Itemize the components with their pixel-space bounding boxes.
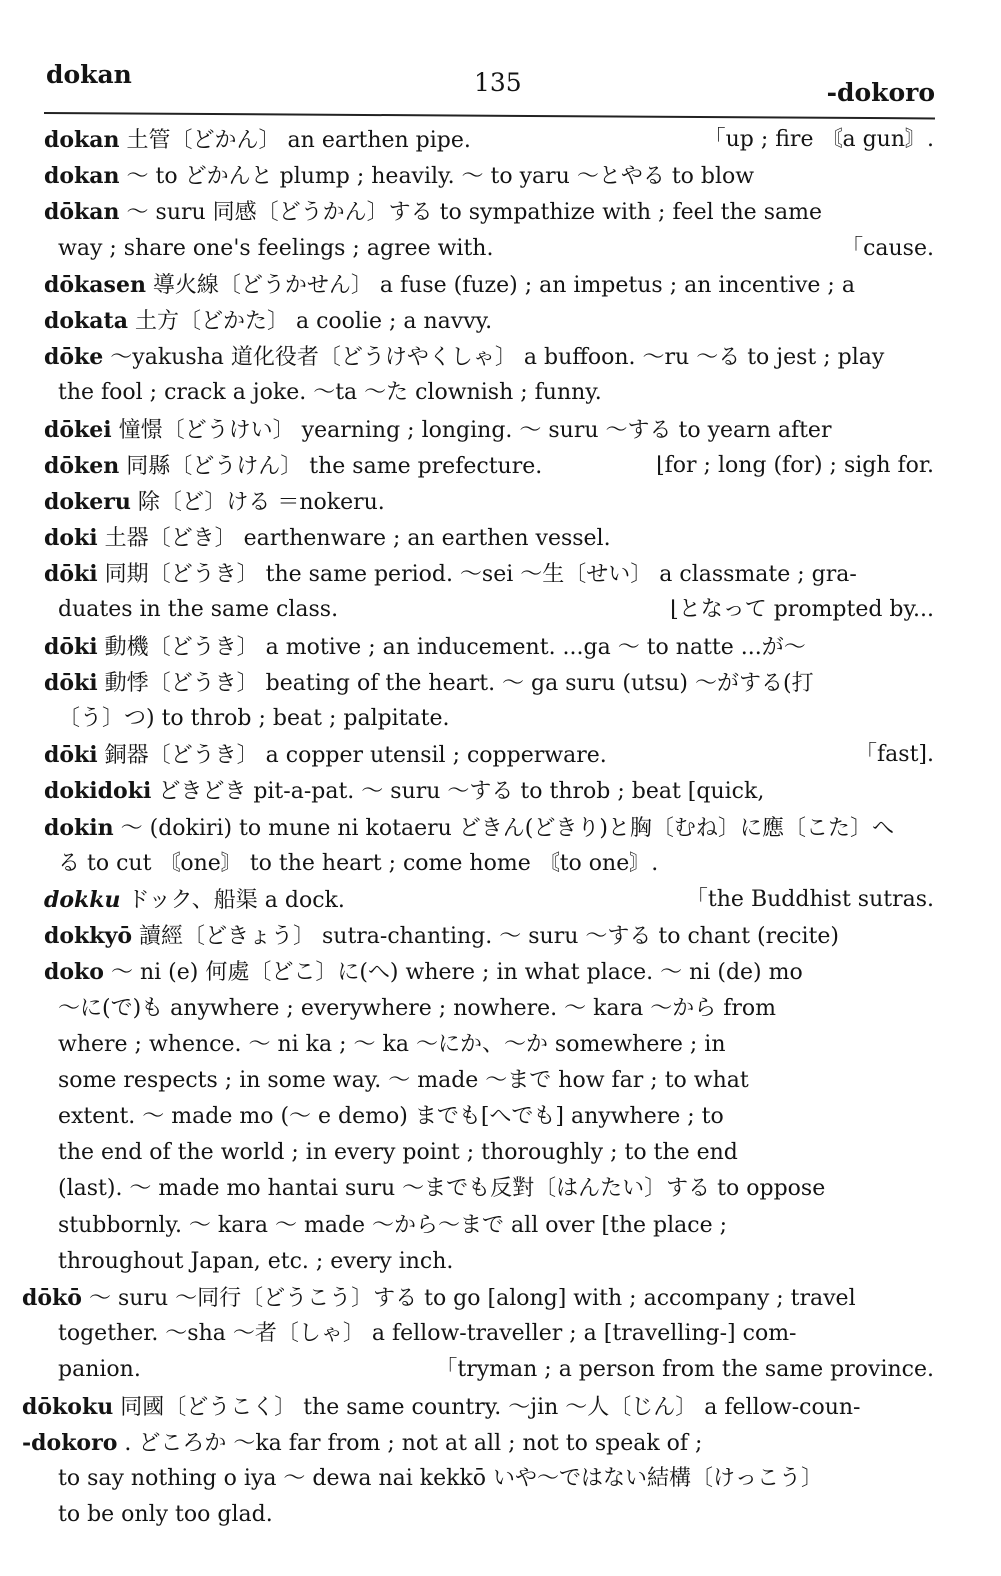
definition-text: stubbornly. ～ kara ～ made ～から～まで all over [the place ; — [58, 1212, 728, 1238]
dictionary-entry-line — [22, 918, 938, 954]
headword: dokan — [44, 163, 120, 190]
definition-text: ～に(で)も anywhere ; everywhere ; nowhere. ～ kara ～から from — [58, 995, 776, 1021]
page-header — [44, 60, 935, 116]
entry-continuation-line — [22, 1244, 938, 1280]
definition-text: to say nothing o iya ～ dewa nai kekkō いや～ではない結構〔けっこう〕 — [58, 1465, 824, 1491]
overflow-continuation-note: 「fast]. — [855, 742, 934, 768]
dictionary-entry-line — [22, 484, 938, 520]
headword: dōkan — [44, 199, 120, 226]
dictionary-entry-line — [22, 1425, 938, 1461]
definition-text: 憧憬〔どうけい〕 yearning ; longing. ～ suru ～する to yearn after — [111, 417, 832, 443]
dictionary-entry-line — [22, 339, 938, 375]
definition-text: 同縣〔どうけん〕 the same prefecture. — [119, 453, 543, 479]
dictionary-entry-line — [22, 882, 938, 918]
definition-text: ～ suru 同感〔どうかん〕する to sympathize with ; feel the same — [119, 200, 822, 226]
definition-text: 動機〔どうき〕 a motive ; an inducement. ...ga ～ to natte ...が～ — [97, 634, 806, 660]
entry-continuation-line — [22, 1461, 938, 1497]
definition-text: 除〔ど〕ける ＝nokeru. — [130, 489, 385, 515]
headword: -dokoro — [22, 1429, 118, 1456]
definition-text: extent. ～ made mo (～ e demo) までも[へでも] anywhere ; to — [58, 1104, 724, 1130]
entry-continuation-line — [22, 991, 938, 1027]
overflow-continuation-note: 「cause. — [841, 235, 934, 261]
headword: dokkyō — [44, 923, 132, 950]
entry-continuation-line — [22, 1171, 938, 1207]
headword: dōki — [44, 633, 98, 660]
dictionary-entry-line — [22, 520, 938, 556]
dictionary-entry-line — [22, 665, 938, 701]
headword: dōkoku — [22, 1393, 114, 1420]
entry-continuation-line — [22, 1135, 938, 1171]
definition-text: 導火線〔どうかせん〕 a fuse (fuze) ; an impetus ; an incentive ; a — [145, 272, 855, 298]
entry-continuation-line — [22, 231, 938, 267]
entry-continuation-line — [22, 1497, 938, 1533]
dictionary-entry-line — [22, 267, 938, 303]
dictionary-entry-line — [22, 556, 938, 592]
definition-text: 讀經〔どきょう〕 sutra-chanting. ～ suru ～する to chant (recite) — [132, 924, 839, 950]
overflow-continuation-note: ⌊for ; long (for) ; sigh for. — [656, 452, 934, 478]
definition-text: 土管〔どかん〕 an earthen pipe. — [119, 128, 471, 153]
headword: dōkasen — [44, 271, 146, 298]
headword: doki — [44, 525, 98, 552]
dictionary-entry-line — [22, 954, 938, 990]
definition-text: some respects ; in some way. ～ made ～まで how far ; to what — [58, 1067, 749, 1093]
headword: dōken — [44, 452, 120, 479]
headword: dokidoki — [44, 778, 152, 805]
headword: dōki — [44, 561, 98, 588]
entry-continuation-line — [22, 592, 938, 628]
entry-continuation-line — [22, 1063, 938, 1099]
dictionary-entry-line — [22, 448, 938, 484]
headword: dokata — [44, 307, 128, 334]
page-number: 135 — [474, 68, 522, 97]
definition-text: ～ suru ～同行〔どうこう〕する to go [along] with ; accompany ; travel — [81, 1286, 856, 1311]
dictionary-entry-line — [22, 303, 938, 339]
definition-text: ～ to どかんと plump ; heavily. ～ to yaru ～とやる to blow — [119, 164, 755, 190]
dictionary-entry-line — [22, 629, 938, 665]
headword: dokan — [44, 127, 120, 153]
definition-text: 〔う〕つ) to throb ; beat ; palpitate. — [58, 706, 450, 731]
definition-text: 動悸〔どうき〕 beating of the heart. ～ ga suru (utsu) ～がする(打 — [97, 670, 814, 696]
entry-continuation-line — [22, 846, 938, 882]
definition-text: duates in the same class. — [58, 597, 339, 623]
dictionary-entry-line — [22, 122, 938, 158]
definition-text: 銅器〔どうき〕 a copper utensil ; copperware. — [97, 743, 607, 769]
definition-text: ～ ni (e) 何處〔どこ〕に(へ) where ; in what place. ～ ni (de) mo — [103, 960, 803, 986]
definition-text: . どころか ～ka far from ; not at all ; not to speak of ; — [117, 1430, 703, 1456]
headword: dōki — [44, 669, 98, 696]
definition-text: way ; share one's feelings ; agree with. — [58, 235, 494, 261]
definition-text: 同國〔どうこく〕 the same country. ～jin ～人〔じん〕 a fellow-coun- — [113, 1394, 861, 1420]
entry-continuation-line — [22, 375, 938, 411]
definition-text: 土方〔どかた〕 a coolie ; a navvy. — [127, 308, 493, 334]
headword: dōki — [44, 742, 98, 769]
definition-text: the end of the world ; in every point ; thoroughly ; to the end — [58, 1140, 738, 1166]
dictionary-entry-line — [22, 1389, 938, 1425]
dictionary-entry-line — [22, 810, 938, 846]
definition-text: panion. — [58, 1357, 141, 1383]
definition-text: る to cut 〘one〙 to the heart ; come home 〘to one〙. — [58, 850, 659, 876]
definition-text: 土器〔どき〕 earthenware ; an earthen vessel. — [97, 526, 611, 552]
entry-continuation-line — [22, 1099, 938, 1135]
dictionary-entry-line — [22, 737, 938, 773]
definition-text: (last). ～ made mo hantai suru ～までも反對〔はんたい〕する to oppose — [58, 1176, 826, 1202]
headword: doko — [44, 959, 104, 986]
entry-continuation-line — [22, 1027, 938, 1063]
headword: dokku — [44, 886, 121, 913]
header-first-headword: dokan — [46, 60, 132, 89]
definition-text: where ; whence. ～ ni ka ; ～ ka ～にか、～か somewhere ; in — [58, 1031, 726, 1057]
entry-continuation-line — [22, 1352, 938, 1388]
headword: dōkei — [44, 416, 112, 443]
definition-text: together. ～sha ～者〔しゃ〕 a fellow-traveller ; a [travelling-] com- — [58, 1321, 797, 1347]
overflow-continuation-note: 「up ; fire 〘a gun〙. — [703, 127, 934, 152]
header-last-headword: -dokoro — [826, 78, 935, 107]
overflow-continuation-note: ⌊となって prompted by... — [670, 597, 934, 623]
definition-text: throughout Japan, etc. ; every inch. — [58, 1248, 454, 1274]
entry-continuation-line — [22, 701, 938, 737]
definition-text: どきどき pit-a-pat. ～ suru ～する to throb ; beat [quick, — [151, 779, 765, 805]
dictionary-entry-line — [22, 1280, 938, 1316]
definition-text: ドック、船渠 a dock. — [120, 887, 345, 913]
definition-text: the fool ; crack a joke. ～ta ～た clownish ; funny. — [58, 380, 602, 406]
definition-text: ～yakusha 道化役者〔どうけやくしゃ〕 a buffoon. ～ru ～る to jest ; play — [103, 345, 885, 371]
headword: dōke — [44, 344, 104, 371]
definition-text: to be only too glad. — [58, 1502, 273, 1528]
headword: dōkō — [22, 1285, 82, 1311]
dictionary-entry-line — [22, 412, 938, 448]
dictionary-entry-line — [22, 158, 938, 194]
dictionary-entries — [22, 122, 938, 1533]
overflow-continuation-note: 「tryman ; a person from the same province. — [435, 1357, 934, 1383]
entry-continuation-line — [22, 1316, 938, 1352]
dictionary-entry-line — [22, 194, 938, 230]
entry-continuation-line — [22, 1208, 938, 1244]
definition-text: 同期〔どうき〕 the same period. ～sei ～生〔せい〕 a classmate ; gra- — [97, 562, 857, 588]
headword: dokin — [44, 814, 114, 841]
definition-text: ～ (dokiri) to mune ni kotaeru どきん(どきり)と胸〔むね〕に應〔こた〕へ — [113, 815, 894, 841]
dictionary-entry-line — [22, 773, 938, 809]
headword: dokeru — [44, 488, 131, 515]
overflow-continuation-note: 「the Buddhist sutras. — [685, 886, 934, 912]
